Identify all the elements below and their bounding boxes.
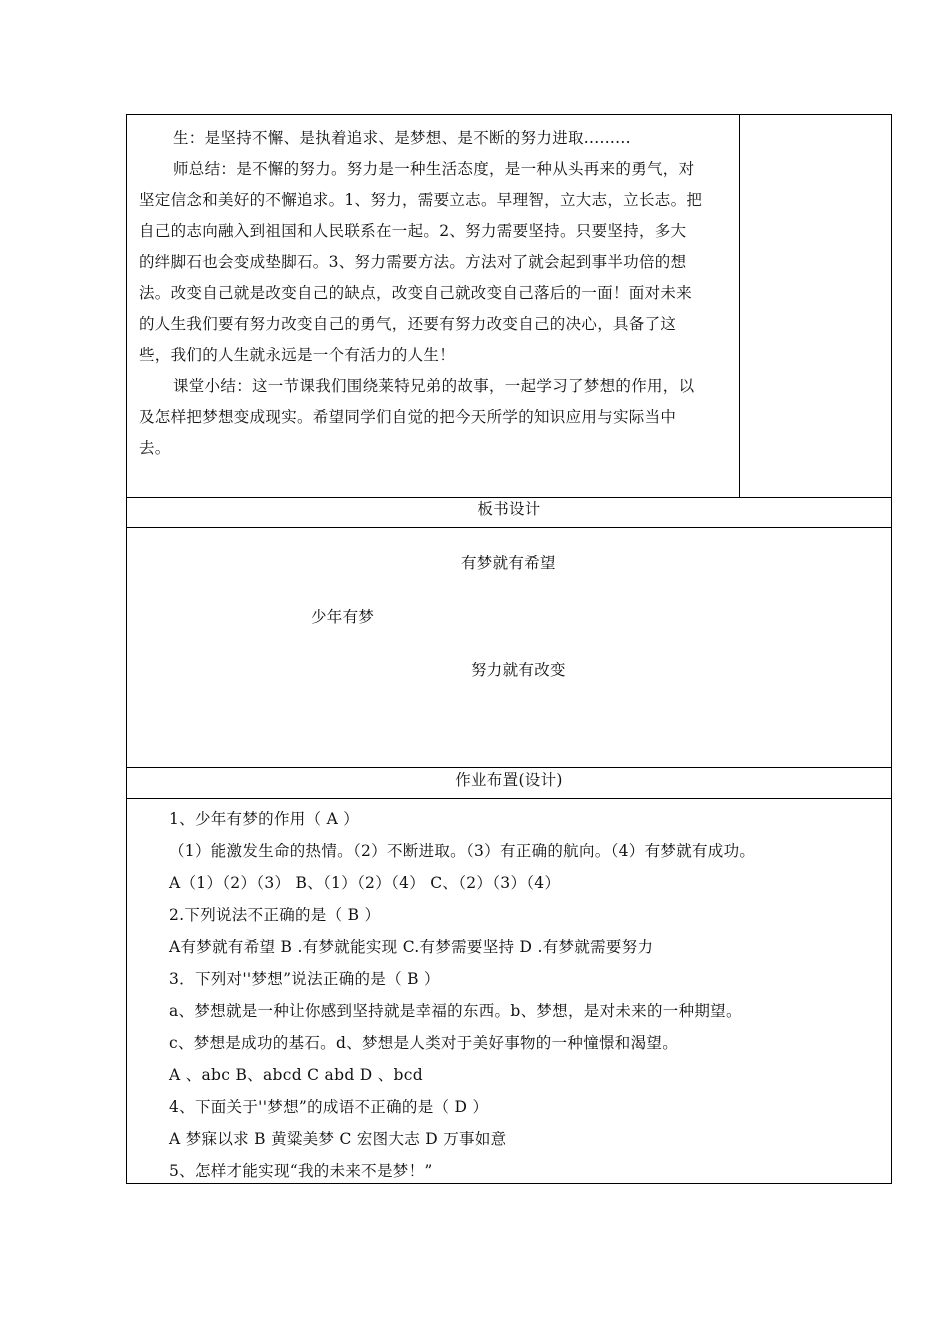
process-line: 法。改变自己就是改变自己的缺点，改变自己就改变自己落后的一面！面对未来 [139,284,693,302]
homework-line: 2.下列说法不正确的是（ B ） [169,906,381,924]
homework-line: A（1）（2）（3） B、（1）（2）（4） C、（2）（3）（4） [169,874,561,892]
homework-line: c、梦想是成功的基石。d、梦想是人类对于美好事物的一种憧憬和渴望。 [169,1034,679,1052]
homework-line: A有梦就有希望 B .有梦就能实现 C.有梦需要坚持 D .有梦就需要努力 [169,938,654,956]
process-line: 自己的志向融入到祖国和人民联系在一起。2、努力需要坚持。只要坚持，多大 [139,222,687,240]
row-divider-1 [127,497,891,498]
summary-line: 及怎样把梦想变成现实。希望同学们自觉的把今天所学的知识应用与实际当中 [139,408,677,426]
process-line: 些，我们的人生就永远是一个有活力的人生！ [139,346,456,364]
row-divider-4 [127,798,891,799]
process-line: 师总结：是不懈的努力。努力是一种生活态度，是一种从头再来的勇气，对 [173,160,695,178]
summary-line: 去。 [139,439,171,457]
homework-line: 1、少年有梦的作用（ A ） [169,810,360,828]
homework-line: 5、怎样才能实现“我的未来不是梦！” [169,1162,433,1180]
homework-line: A 、abc B、abcd C abd D 、bcd [169,1066,423,1084]
homework-header: 作业布置(设计) [455,771,563,789]
board-left-item: 少年有梦 [311,608,375,626]
process-line: 的绊脚石也会变成垫脚石。3、努力需要方法。方法对了就会起到事半功倍的想 [139,253,687,271]
row-divider-3 [127,767,891,768]
process-line: 的人生我们要有努力改变自己的勇气，还要有努力改变自己的决心，具备了这 [139,315,677,333]
homework-line: （1）能激发生命的热情。（2）不断进取。（3）有正确的航向。（4）有梦就有成功。 [169,842,756,860]
board-main-title: 有梦就有希望 [461,554,556,572]
right-column-divider [739,115,740,497]
process-line: 生：是坚持不懈、是执着追求、是梦想、是不断的努力进取......... [173,129,631,147]
board-design-header: 板书设计 [477,500,541,518]
row-divider-2 [127,527,891,528]
board-sub-item: 努力就有改变 [471,661,566,679]
homework-line: a、梦想就是一种让你感到坚持就是幸福的东西。b、梦想，是对未来的一种期望。 [169,1002,742,1020]
process-line: 坚定信念和美好的不懈追求。1、努力，需要立志。早理智，立大志，立长志。把 [139,191,703,209]
homework-line: 4、下面关于''梦想”的成语不正确的是（ D ） [169,1098,489,1116]
lesson-plan-table [126,114,892,1184]
homework-line: 3．下列对''梦想”说法正确的是（ B ） [169,970,440,988]
summary-line: 课堂小结：这一节课我们围绕莱特兄弟的故事，一起学习了梦想的作用，以 [173,377,695,395]
homework-line: A 梦寐以求 B 黄粱美梦 C 宏图大志 D 万事如意 [169,1130,507,1148]
